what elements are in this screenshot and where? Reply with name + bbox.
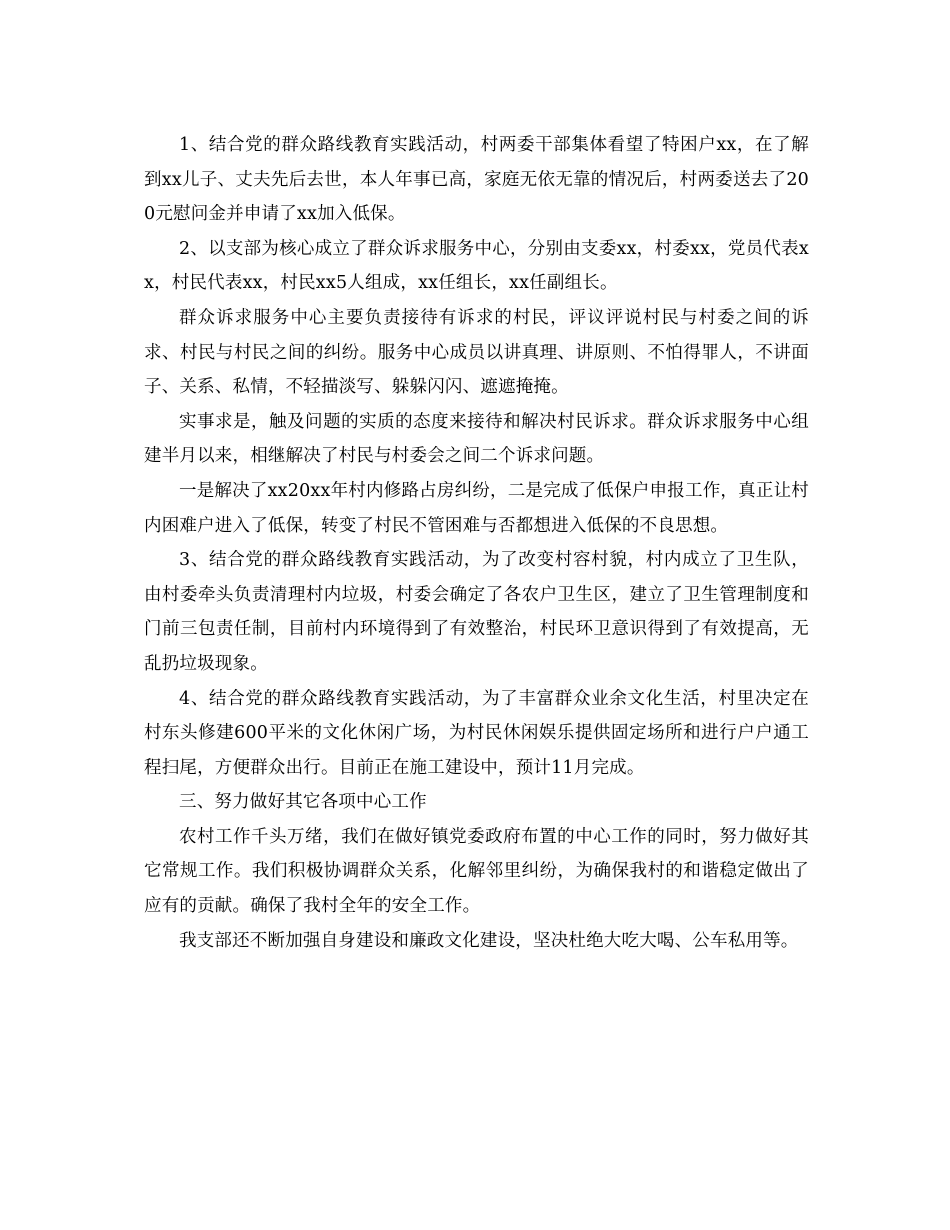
section-heading: 三、努力做好其它各项中心工作 bbox=[179, 792, 427, 813]
paragraph-3: 群众诉求服务中心主要负责接待有诉求的村民，评议评说村民与村委之间的诉求、村民与村民之间的纠纷。服务中心成员以讲真理、讲原则、不怕得罪人，不讲面子、关系、私情，不轻描淡写、躲躲闪闪、遮遮掩掩。 bbox=[144, 307, 809, 398]
paragraph-7: 4、结合党的群众路线教育实践活动，为了丰富群众业余文化生活，村里决定在村东头修建600平米的文化休闲广场，为村民休闲娱乐提供固定场所和进行户户通工程扫尾，方便群众出行。目前正在施工建设中，预计11月完成。 bbox=[144, 688, 809, 778]
paragraph-8: 农村工作千头万绪，我们在做好镇党委政府布置的中心工作的同时，努力做好其它常规工作。我们积极协调群众关系，化解邻里纠纷，为确保我村的和谐稳定做出了应有的贡献。确保了我村全年的安全工作。 bbox=[144, 826, 809, 917]
document-body bbox=[144, 128, 809, 958]
paragraph-9: 我支部还不断加强自身建设和廉政文化建设，坚决杜绝大吃大喝、公车私用等。 bbox=[179, 930, 799, 951]
paragraph-5: 一是解决了xx20xx年村内修路占房纠纷，二是完成了低保户申报工作，真正让村内困难户进入了低保，转变了村民不管困难与否都想进入低保的不良思想。 bbox=[144, 480, 809, 536]
paragraph-2: 2、以支部为核心成立了群众诉求服务中心，分别由支委xx，村委xx，党员代表xx，村民代表xx，村民xx5人组成，xx任组长，xx任副组长。 bbox=[144, 238, 809, 294]
paragraph-4: 实事求是，触及问题的实质的态度来接待和解决村民诉求。群众诉求服务中心组建半月以来，相继解决了村民与村委会之间二个诉求问题。 bbox=[144, 411, 809, 467]
paragraph-6: 3、结合党的群众路线教育实践活动，为了改变村容村貌，村内成立了卫生队，由村委牵头负责清理村内垃圾，村委会确定了各农户卫生区，建立了卫生管理制度和门前三包责任制，目前村内环境得到了有效整治，村民环卫意识得到了有效提高，无乱扔垃圾现象。 bbox=[144, 550, 809, 674]
paragraph-1: 1、结合党的群众路线教育实践活动，村两委干部集体看望了特困户xx，在了解到xx儿子、丈夫先后去世，本人年事已高，家庭无依无靠的情况后，村两委送去了200元慰问金并申请了xx加入低保。 bbox=[144, 135, 809, 225]
